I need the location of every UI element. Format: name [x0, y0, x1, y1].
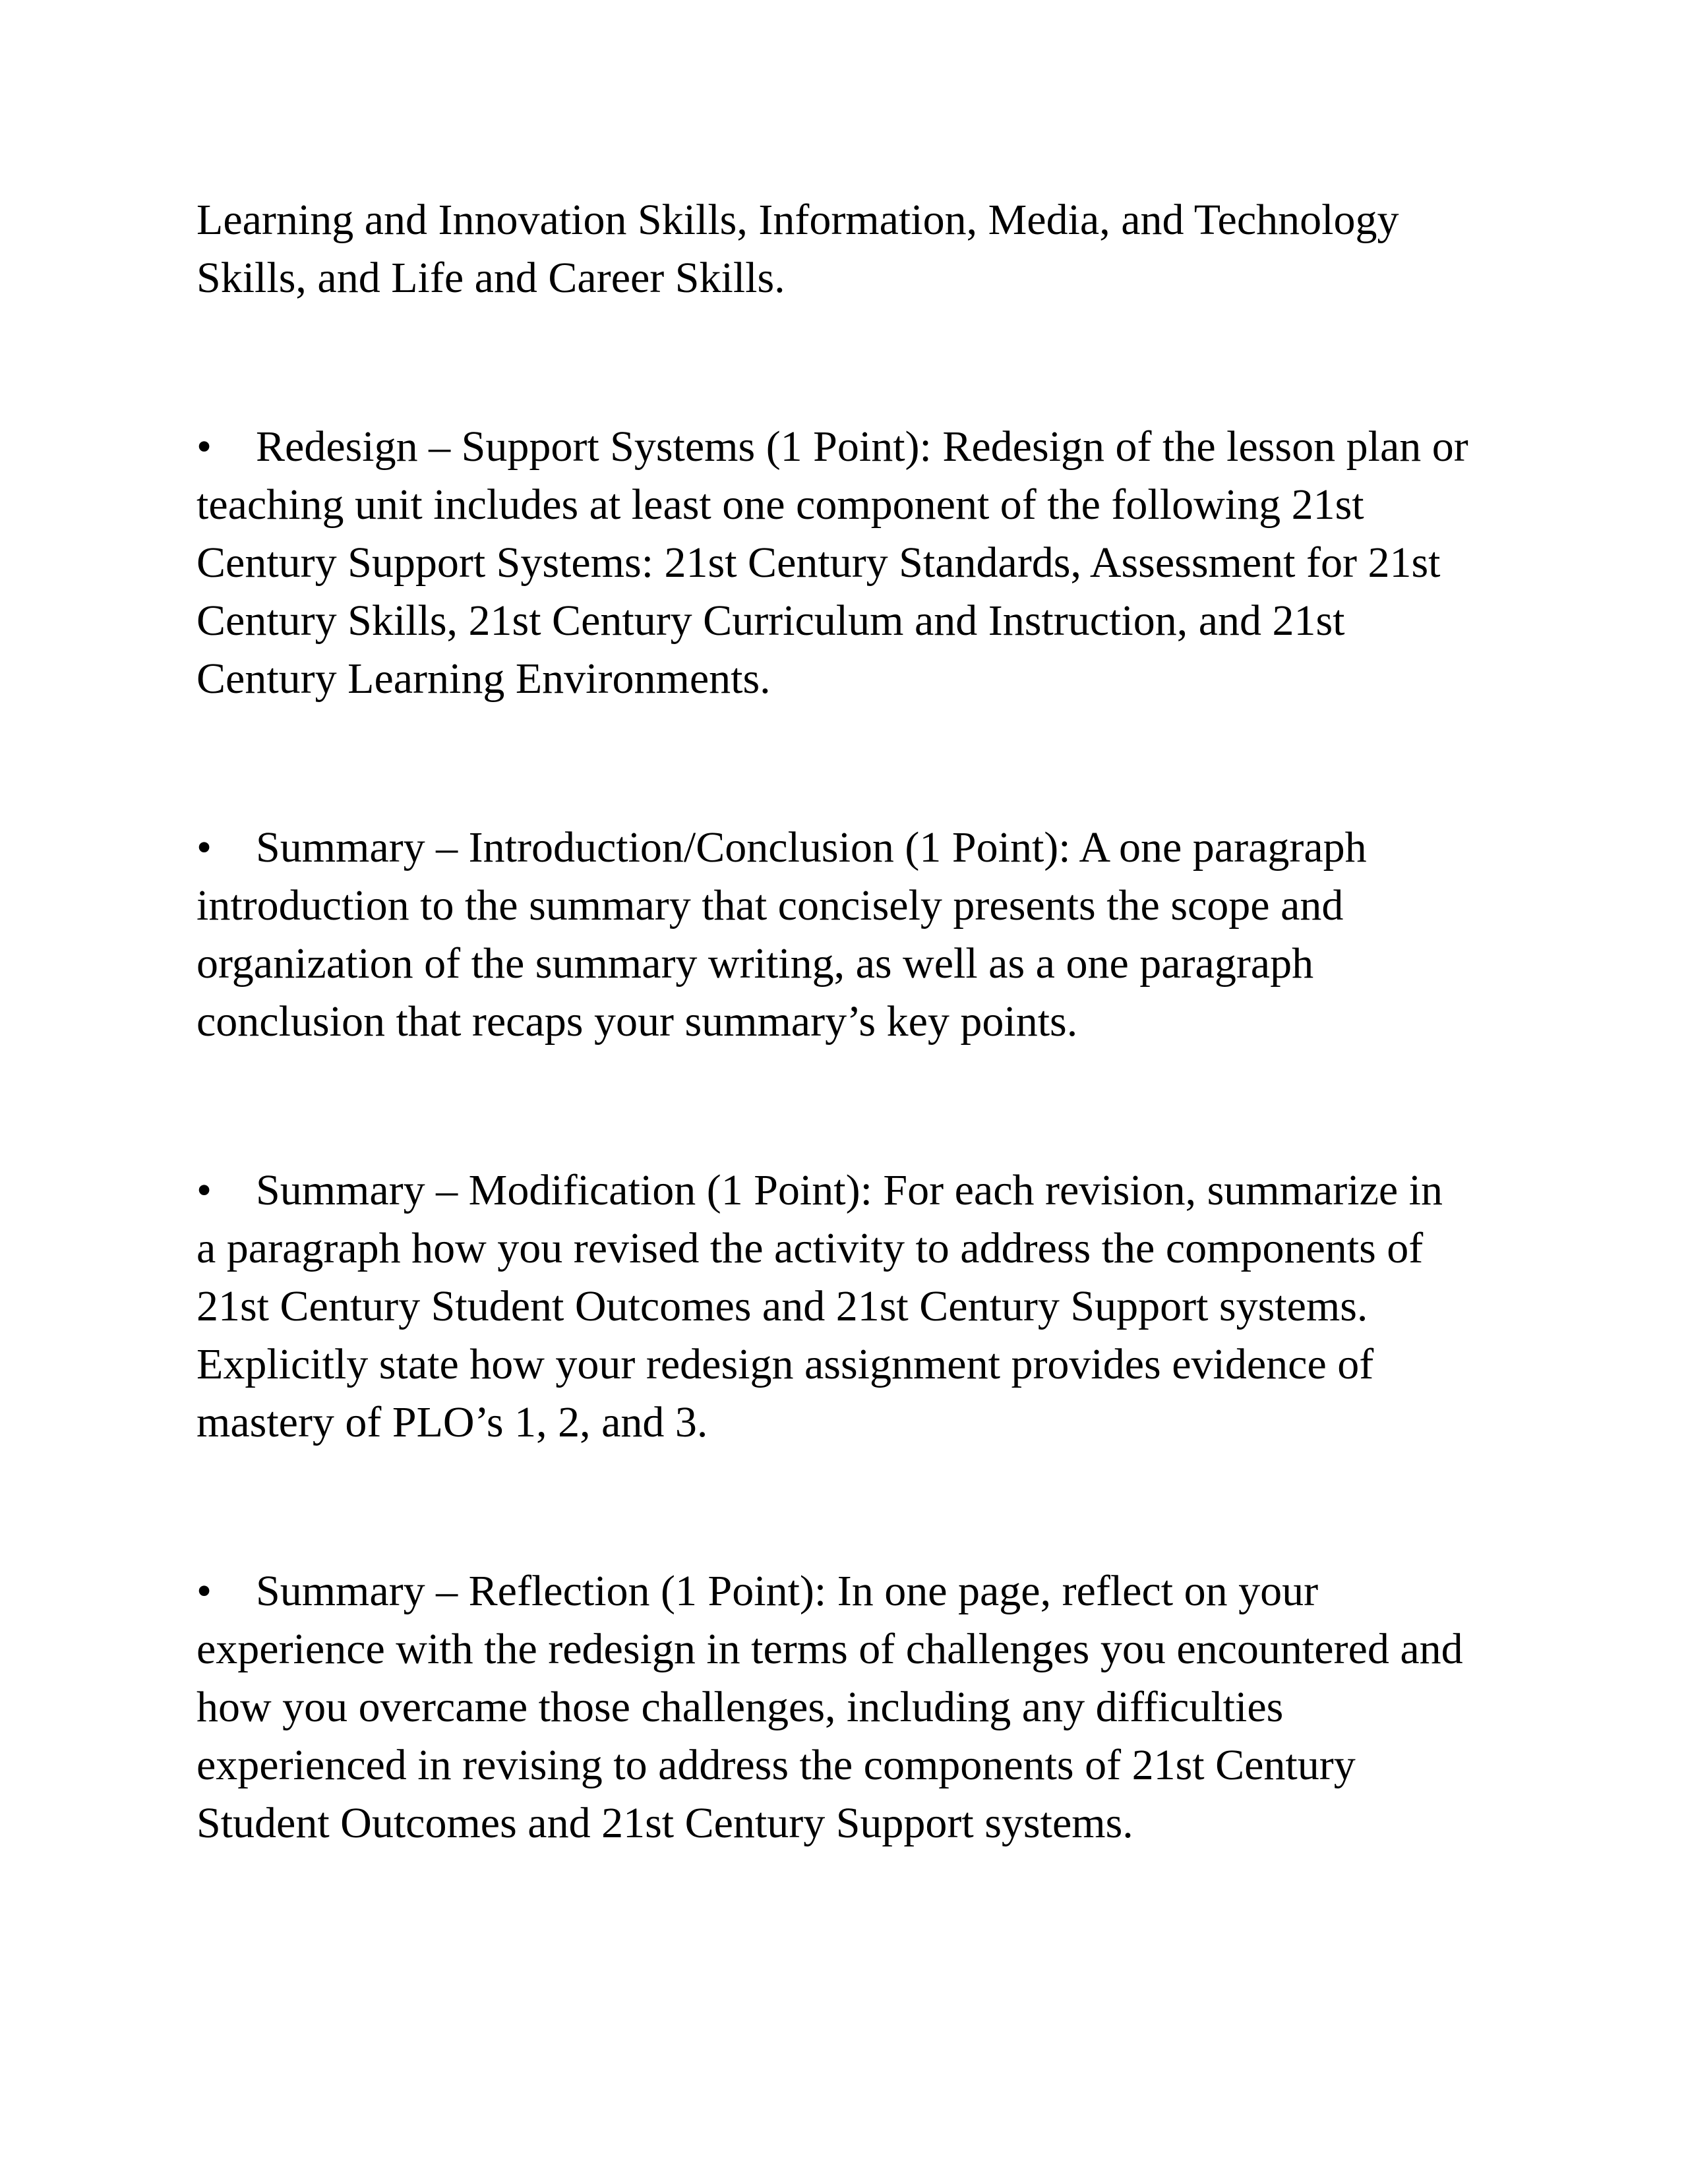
intro-paragraph: [196, 191, 1509, 307]
bullet-line: experience with the redesign in terms of challenges you encountered and: [196, 1625, 1463, 1673]
bullet-line: Century Skills, 21st Century Curriculum and Instruction, and 21st: [196, 597, 1345, 645]
bullet-first-line: [196, 819, 1509, 877]
paragraph-gap: [196, 1452, 1509, 1562]
bullet-line: Century Support Systems: 21st Century Standards, Assessment for 21st: [196, 539, 1441, 587]
bullet-icon: •: [196, 1567, 212, 1615]
bullet-line: Century Learning Environments.: [196, 655, 771, 703]
bullet-line: experienced in revising to address the components of 21st Century: [196, 1741, 1356, 1789]
bullet-line: Student Outcomes and 21st Century Support systems.: [196, 1799, 1133, 1847]
bullet-line: organization of the summary writing, as well as a one paragraph: [196, 939, 1314, 988]
bullet-text: Summary – Modification (1 Point): For each revision, summarize in: [256, 1166, 1443, 1214]
document-body: [196, 191, 1509, 1852]
bullet-first-line: [196, 1162, 1509, 1220]
bullet-line: teaching unit includes at least one component of the following 21st: [196, 481, 1364, 529]
bullet-first-line: [196, 1562, 1509, 1620]
bullet-line: introduction to the summary that concisely presents the scope and: [196, 881, 1344, 930]
bullet-icon: •: [196, 423, 212, 471]
bullet-line: mastery of PLO’s 1, 2, and 3.: [196, 1398, 708, 1446]
bullet-text: Redesign – Support Systems (1 Point): Redesign of the lesson plan or: [256, 423, 1468, 471]
bullet-line: 21st Century Student Outcomes and 21st Century Support systems.: [196, 1282, 1368, 1330]
bullet-line: how you overcame those challenges, including any difficulties: [196, 1683, 1284, 1731]
bullet-text: Summary – Reflection (1 Point): In one page, reflect on your: [256, 1567, 1319, 1615]
paragraph-gap: [196, 307, 1509, 418]
paragraph-gap: [196, 708, 1509, 819]
bullet-item-introduction-conclusion: [196, 819, 1509, 1051]
intro-line: Learning and Innovation Skills, Information, Media, and Technology: [196, 196, 1399, 244]
paragraph-gap: [196, 1051, 1509, 1162]
bullet-icon: •: [196, 823, 212, 871]
intro-line: Skills, and Life and Career Skills.: [196, 254, 785, 302]
bullet-item-modification: [196, 1162, 1509, 1452]
bullet-line: conclusion that recaps your summary’s key points.: [196, 997, 1078, 1046]
bullet-first-line: [196, 418, 1509, 476]
bullet-item-reflection: [196, 1562, 1509, 1852]
bullet-line: Explicitly state how your redesign assignment provides evidence of: [196, 1340, 1374, 1388]
bullet-text: Summary – Introduction/Conclusion (1 Point): A one paragraph: [256, 823, 1367, 871]
bullet-line: a paragraph how you revised the activity to address the components of: [196, 1224, 1424, 1272]
bullet-item-support-systems: [196, 418, 1509, 708]
bullet-icon: •: [196, 1166, 212, 1214]
